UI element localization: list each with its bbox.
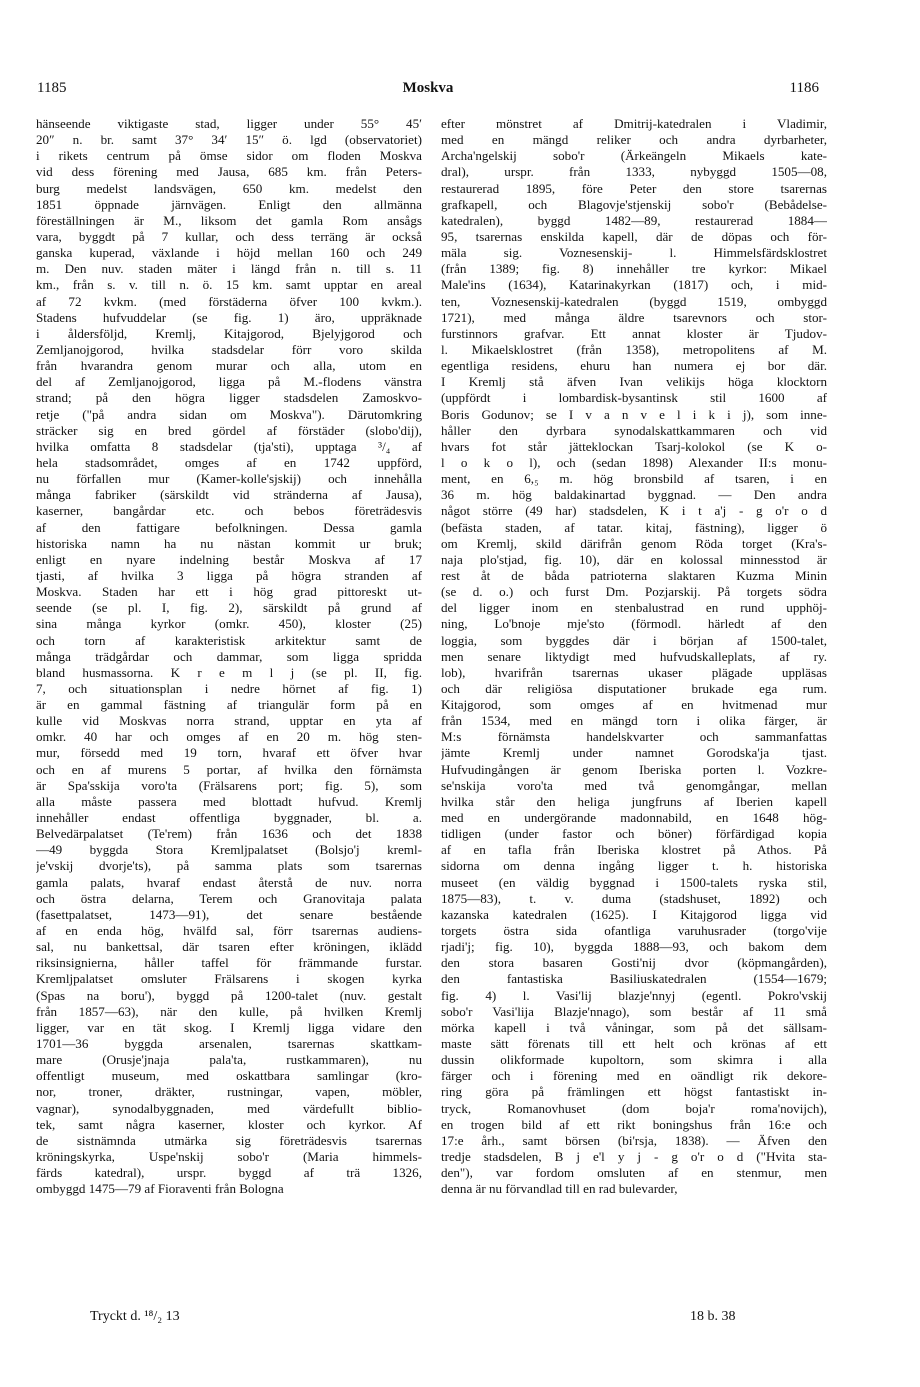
text-line: efter mönstret af Dmitrij-katedralen i Vladimir,	[441, 116, 827, 131]
signature-mark: 18 b. 38	[690, 1309, 736, 1324]
right-column	[441, 116, 827, 1197]
text-line: nor, troner, dräkter, rustningar, vapen, möbler,	[36, 1084, 422, 1100]
text-line: vid dess förening med Jausa, 685 km. från Peters-	[36, 164, 422, 180]
print-date: Tryckt d. ¹⁸/₂ 13	[90, 1309, 180, 1324]
text-line: (Spas na boru'), byggd på 1200-talet (nuv. gestalt	[36, 987, 422, 1003]
text-line: 95, tsarernas enskilda kapell, där de döpas och för-	[441, 228, 827, 244]
text-line: den stora basaren Gosti'nij dvor (köpmangården),	[441, 955, 827, 971]
text-line: Archa'ngelskij sobo'r (Ärkeängeln Mikaels kate-	[441, 148, 827, 164]
text-line: ment, en 6,₅ m. hög bronsbild af tsaren, i en	[441, 471, 827, 487]
text-line: km., från s. v. till n. ö. 15 km. samt upptar en areal	[36, 277, 422, 293]
text-line: kröningskyrka, Uspe'nskij sobo'r (Maria himmels-	[36, 1149, 422, 1164]
text-line: färger och i förening med en oändligt rik dekore-	[441, 1068, 827, 1084]
text-line: ten, Voznesenskij-katedralen (byggd 1519, ombyggd	[441, 293, 827, 309]
text-line: ligger, var en tät skog. I Kremlj ligga vidare den	[36, 1019, 422, 1035]
text-line: i åldersföljd, Kremlj, Kitajgorod, Bjelyjgorod och	[36, 325, 422, 341]
text-line: och östra delarna, Terem och Granovitaja palata	[36, 890, 422, 906]
text-line: 36 m. hög baldakinartad byggnad. — Den andra	[441, 487, 827, 503]
text-line: del af Zemljanojgorod, ligga på M.-flodens vänstra	[36, 374, 422, 390]
page-number-left: 1185	[37, 80, 67, 96]
text-line: l. Mikaelsklostret (från 1358), metropolitens af M.	[441, 341, 827, 357]
text-line: seende (se pl. I, fig. 2), särskildt på grund af	[36, 600, 422, 616]
text-line: Boris Godunov; se I v a n v e l i k i j), som inne-	[441, 406, 827, 422]
text-line: l o k o l), och (sedan 1898) Alexander II:s monu-	[441, 454, 827, 470]
text-line: alla måste passera med blottadt hufvud. Kremlj	[36, 793, 422, 809]
text-line: (se d. o.) och furst Dm. Pozjarskij. På torgets södra	[441, 584, 827, 600]
text-line: ning, Lo'bnoje mje'sto (förmodl. härledt af den	[441, 616, 827, 632]
text-line: burg medelst landsvägen, 650 km. medelst den	[36, 180, 422, 196]
text-line: af en enda hög, hvälfd sal, förr tsarernas audiens-	[36, 923, 422, 939]
text-line: loggia, som byggdes där i början af 1500-talet,	[441, 632, 827, 648]
text-line: om Kremlj, skild därifrån genom Röda torget (Kra's-	[441, 535, 827, 551]
text-line: grafkapell, och Blagovje'stjenskij sobo'r (Bebådelse-	[441, 196, 827, 212]
text-line: (fasettpalatset, 1473—91), det senare bestående	[36, 906, 422, 922]
text-line: Stadens hufvuddelar (se fig. 1) äro, uppräknade	[36, 309, 422, 325]
text-line: je'vskij dvorje'ts), på samma plats som tsarernas	[36, 858, 422, 874]
text-line: kazanska katedralen (1625). I Kitajgorod ligga vid	[441, 906, 827, 922]
text-line: Hufvudingången är genom Iberiska porten l. Vozkre-	[441, 761, 827, 777]
text-line: (befästa staden, af tatar. kitaj, fästning), ligger ö	[441, 519, 827, 535]
text-line: dral), urspr. från 1333, nybyggd 1505—08,	[441, 164, 827, 180]
text-line: (från 1389; fig. 8) innehåller tre kyrkor: Mikael	[441, 261, 827, 277]
text-line: med en mängd reliker och andra dyrbarheter,	[441, 132, 827, 148]
text-line: nu förfallen mur (Kamer-kolle'sjskij) och innehålla	[36, 471, 422, 487]
text-line: är en gammal fästning af triangulär form på en	[36, 697, 422, 713]
text-line: hänseende viktigaste stad, ligger under 55° 45′	[36, 116, 422, 131]
text-line: enligt en nyare indelning består Moskva af 17	[36, 551, 422, 567]
left-column	[36, 116, 422, 1197]
text-line: sidorna om denna ingång ligger t. h. historiska	[441, 858, 827, 874]
text-line: från 1857—63), när den kulle, på hvilken Kremlj	[36, 1003, 422, 1019]
text-line: vara, byggdt på 7 kullar, och dess terräng är också	[36, 228, 422, 244]
text-line: af 72 kvkm. (med förstäderna öfver 100 kvkm.).	[36, 293, 422, 309]
text-line: och där religiösa disputationer brukade ega rum.	[441, 680, 827, 696]
text-line: fig. 4) l. Vasi'lij blazje'nnyj (egentl. Pokro'vskij	[441, 987, 827, 1003]
text-line: kulle vid Moskvas norra strand, upptar en yta af	[36, 713, 422, 729]
text-line: från hvarandra genom murar och alla, utom en	[36, 358, 422, 374]
text-line: af en tafla från Iberiska klostret på Athos. På	[441, 842, 827, 858]
text-line: mare (Orusje'jnaja pala'ta, rustkammaren), nu	[36, 1052, 422, 1068]
running-header	[37, 80, 819, 104]
text-line: historiska namn ha nu nästan kommit ur bruk;	[36, 535, 422, 551]
text-line: lob), hvarifrån tsarernas ukaser plägade uppläsas	[441, 664, 827, 680]
text-line: och torn af karakteristisk arkitektur samt de	[36, 632, 422, 648]
text-line: många trädgårdar och dammar, som ligga spridda	[36, 648, 422, 664]
text-line: riksinsignierna, håller taffel för främmande furstar.	[36, 955, 422, 971]
text-line: katedralen), byggd 1482—89, restaurerad 1884—	[441, 212, 827, 228]
text-line: dussin olikformade kupoltorn, som skimra i alla	[441, 1052, 827, 1068]
text-line: tjasti, af hvilka 3 ligga på högra stranden af	[36, 567, 422, 583]
text-line: mörka kapell i två våningar, som på det sällsam-	[441, 1019, 827, 1035]
text-line: tek, samt några kaserner, kloster och kyrkor. Af	[36, 1116, 422, 1132]
text-line: ring göra på främlingen ett högst fantastiskt in-	[441, 1084, 827, 1100]
text-line: den"), var fordom omsluten af en stenmur, men	[441, 1165, 827, 1181]
text-line: jämte Kremlj under namnet Gorodska'ja tjast.	[441, 745, 827, 761]
page-number-right: 1186	[789, 80, 819, 96]
text-line: 1875—83), t. v. duma (stadshuset, 1892) och	[441, 890, 827, 906]
text-line: Kremljpalatset omsluter Frälsarens i skogen kyrka	[36, 971, 422, 987]
text-line: hvilka står den heliga jungfruns af Iberien kapell	[441, 793, 827, 809]
text-line: Moskva. Staden har ett i hög grad pittoreskt ut-	[36, 584, 422, 600]
text-line: tidligen (under fastor och böner) förfärdigad kopia	[441, 826, 827, 842]
text-line: hvars fot står jätteklockan Tsarj-kolokol (se K o-	[441, 438, 827, 454]
text-line: 20″ n. br. samt 37° 34′ 15″ ö. lgd (observatoriet)	[36, 132, 422, 148]
text-line: se'nskija voro'ta med två genomgångar, mellan	[441, 777, 827, 793]
text-line: mur, försedd med 19 torn, hvaraf ett öfver hvar	[36, 745, 422, 761]
text-line: många fabriker (särskildt vid stränderna af Jausa),	[36, 487, 422, 503]
text-line: maste sätt förenats till ett helt och krönas af ett	[441, 1036, 827, 1052]
text-line: hela stadsområdet, omges af en 1742 uppförd,	[36, 454, 422, 470]
text-line: sina många kyrkor (omkr. 450), kloster (25)	[36, 616, 422, 632]
text-line: tredje stadsdelen, B j e'l y j - g o'r o d ("Hvita sta-	[441, 1149, 827, 1164]
text-line: vagnar), synodalbyggnaden, med värdefullt biblio-	[36, 1100, 422, 1116]
text-line: hvilka omfatta 8 stadsdelar (tja'sti), upptaga ³/₄ af	[36, 438, 422, 454]
text-line: håller den dyrbara synodalskattkammaren och vid	[441, 422, 827, 438]
text-line: innehåller endast offentliga byggnader, bl. a.	[36, 810, 422, 826]
text-line: mäla sig. Voznesenskij- l. Himmelsfärdsklostret	[441, 245, 827, 261]
text-line: Belvedärpalatset (Te'rem) från 1636 och det 1838	[36, 826, 422, 842]
text-line: m. Den nuv. staden mäter i längd från n. till s. 11	[36, 261, 422, 277]
text-line: offentligt museum, med oskattbara samlingar (kro-	[36, 1068, 422, 1084]
text-line: den fantastiska Basiliuskatedralen (1554—1679;	[441, 971, 827, 987]
text-line: I Kremlj stå äfven Ivan velikijs höga klocktorn	[441, 374, 827, 390]
text-line: med en undergörande madonnabild, en 1648 hög-	[441, 810, 827, 826]
text-line: rjadi'j; fig. 10), byggda 1888—93, och bakom dem	[441, 939, 827, 955]
text-line: kaserner, bangårdar etc. och bebos företrädesvis	[36, 503, 422, 519]
text-line: denna är nu förvandlad till en rad bulevarder,	[441, 1181, 678, 1197]
text-line: Male'ins (1634), Katarinakyrkan (1817) och, i mid-	[441, 277, 827, 293]
text-line: furstinnors grafvar. Ett annat kloster är Tjudov-	[441, 325, 827, 341]
text-line: de sistnämnda utmärka sig företrädesvis tsarernas	[36, 1132, 422, 1148]
text-line: 7, och situationsplan i nedre hörnet af fig. 1)	[36, 680, 422, 696]
text-line: färds katedral), urspr. byggd af trä 1326,	[36, 1165, 422, 1181]
text-line: M:s förnämsta handelskvarter och sammanfattas	[441, 729, 827, 745]
text-line: 1851 öppnade järnvägen. Enligt den allmänna	[36, 196, 422, 212]
text-line: sobo'r Vasi'lija Blazje'nnago), som består af 11 små	[441, 1003, 827, 1019]
text-line: —49 byggda Stora Kremljpalatset (Bolsjo'j kreml-	[36, 842, 422, 858]
text-line: egentliga residens, ehuru han numera ej bor där.	[441, 358, 827, 374]
text-line: ganska kuperad, växlande i höjd mellan 160 och 249	[36, 245, 422, 261]
text-line: strand; på den högra ligger stadsdelen Zamoskvo-	[36, 390, 422, 406]
text-line: gamla palats, hvaraf endast återstå de nuv. norra	[36, 874, 422, 890]
text-line: en trogen bild af ett rikt boningshus från 16:e och	[441, 1116, 827, 1132]
text-line: af den fattigare befolkningen. Dessa gamla	[36, 519, 422, 535]
text-line: 1721), med många äldre tsarevnors och stor-	[441, 309, 827, 325]
text-line: torgets östra sida ofantliga varuhusrader (torgo'vije	[441, 923, 827, 939]
text-line: föreställningen är M., liksom det gamla Rom ansågs	[36, 212, 422, 228]
text-line: rest åt de båda patrioterna slaktaren Kuzma Minin	[441, 567, 827, 583]
text-line: retje ("på andra sidan om Moskva"). Därutomkring	[36, 406, 422, 422]
text-line: omkr. 40 har och omges af en 20 m. hög sten-	[36, 729, 422, 745]
text-line: från 1534, med en mängd torn i olika färger, är	[441, 713, 827, 729]
text-line: Kitajgorod, som omges af en hvitmenad mur	[441, 697, 827, 713]
text-line: i rikets centrum på ömse sidor om floden Moskva	[36, 148, 422, 164]
text-line: restaurerad 1895, före Peter den store tsarernas	[441, 180, 827, 196]
text-line: sal, nu bankettsal, där tsaren efter kröningen, iklädd	[36, 939, 422, 955]
text-line: 1701—36 byggda arsenalen, tsarernas skattkam-	[36, 1036, 422, 1052]
text-line: tryck, Romanovhuset (dom boja'r roma'novijch),	[441, 1100, 827, 1116]
text-line: sträcker sig en bred gördel af förstäder (slobo'dij),	[36, 422, 422, 438]
running-title: Moskva	[402, 80, 454, 96]
text-line: är Spa'sskija voro'ta (Frälsarens port; fig. 5), som	[36, 777, 422, 793]
text-line: och en af murens 5 portar, af hvilka den förnämsta	[36, 761, 422, 777]
text-line: del ligger inom en stenbalustrad en rund upphöj-	[441, 600, 827, 616]
text-line: museet (en väldig byggnad i 1500-talets ryska stil,	[441, 874, 827, 890]
text-line: 17:e årh., samt börsen (bi'rsja, 1838). — Äfven den	[441, 1132, 827, 1148]
text-line: Zemljanojgorod, hvilka stadsdelar förr voro skilda	[36, 341, 422, 357]
text-line: bland husmassorna. K r e m l j (se pl. II, fig.	[36, 664, 422, 680]
text-line: (uppfördt i lombardisk-bysantinsk stil 1600 af	[441, 390, 827, 406]
text-line: men senare liktydigt med hufvudskalleplats, af ry.	[441, 648, 827, 664]
text-line: något större (49 har) stadsdelen, K i t a'j - g o'r o d	[441, 503, 827, 519]
text-line: naja plo'stjad, fig. 10), där en kolossal minnesstod är	[441, 551, 827, 567]
text-line: ombyggd 1475—79 af Fioraventi från Bologna	[36, 1181, 284, 1197]
footer	[0, 1309, 920, 1333]
